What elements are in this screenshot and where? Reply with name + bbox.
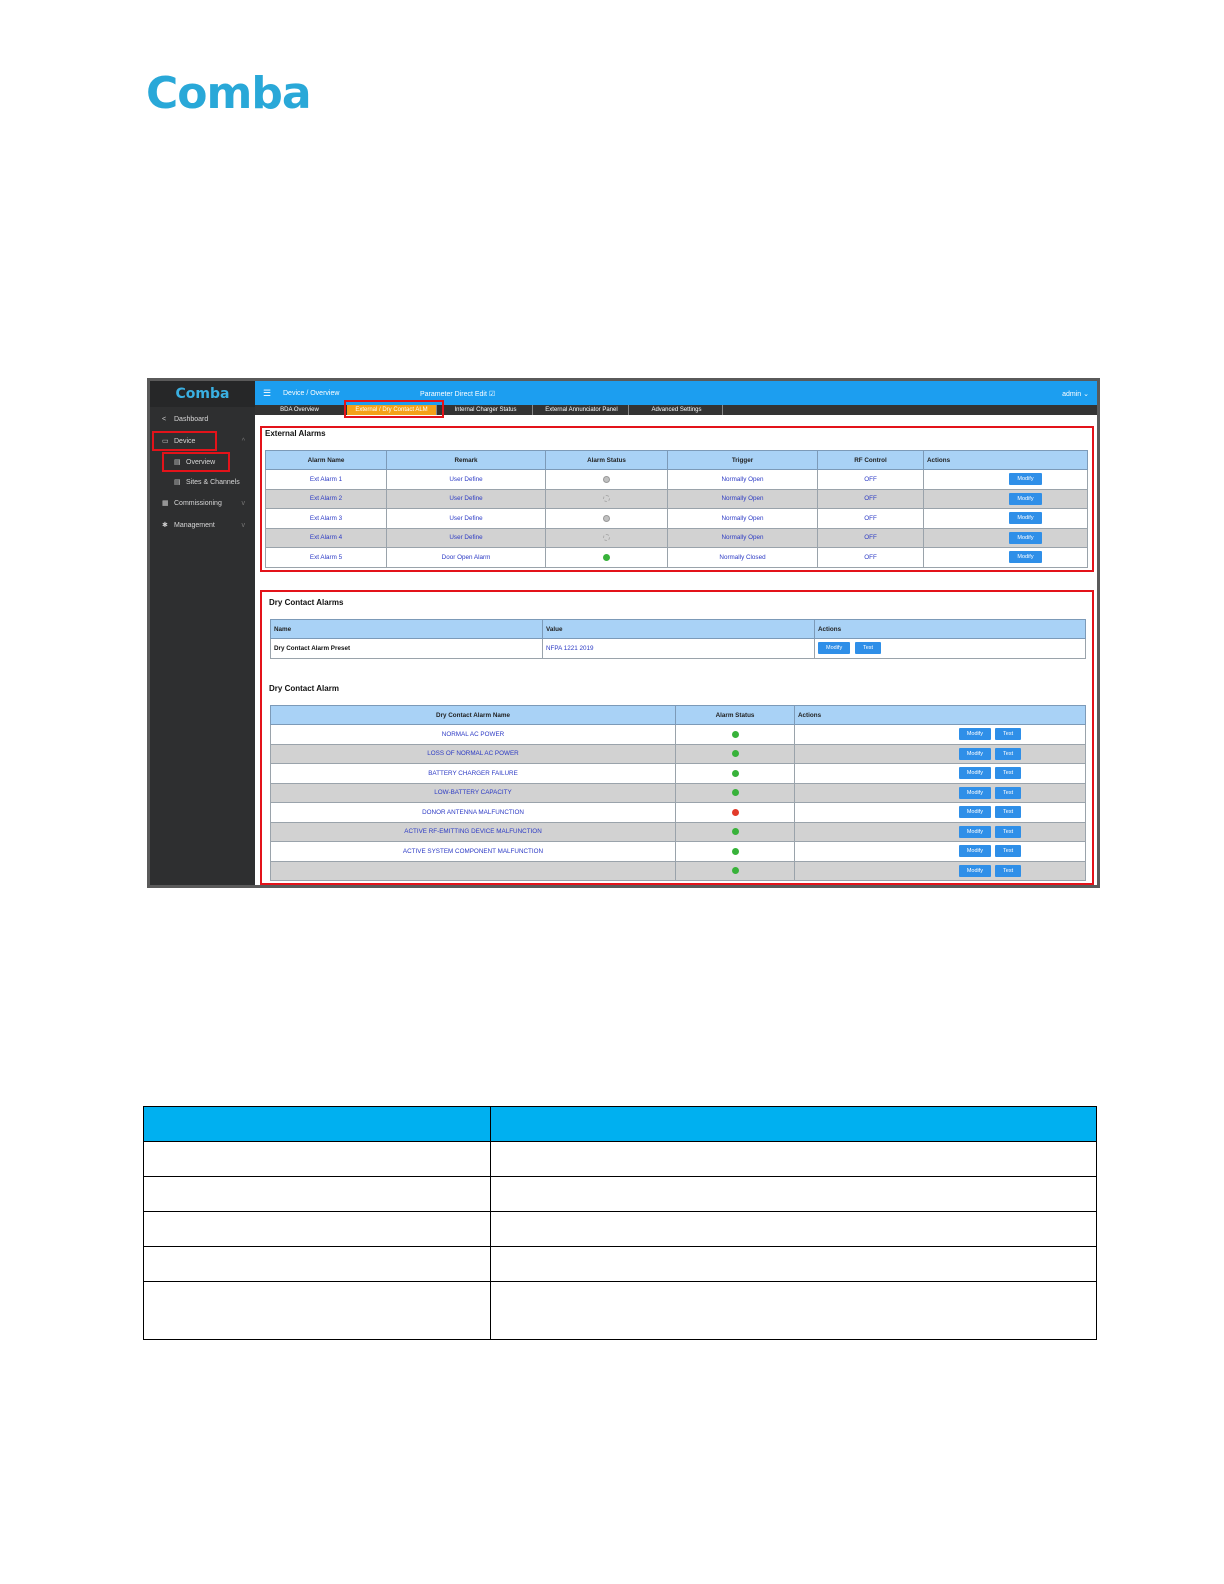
status-dot-icon xyxy=(732,809,739,816)
modify-button[interactable]: Modify xyxy=(1009,493,1041,505)
dry-alarm-status xyxy=(676,822,795,842)
test-button[interactable]: Test xyxy=(995,845,1021,857)
alarm-name: Ext Alarm 5 xyxy=(266,548,387,568)
test-button[interactable]: Test xyxy=(995,767,1021,779)
monitor-icon: ▭ xyxy=(162,438,169,445)
dry-alarm-name: DONOR ANTENNA MALFUNCTION xyxy=(271,803,676,823)
doc-cell xyxy=(144,1212,491,1247)
tab-advanced-settings[interactable]: Advanced Settings xyxy=(631,405,723,415)
external-alarms-panel xyxy=(260,426,1094,572)
sidebar-item-device[interactable]: ▭ Device ^ xyxy=(150,433,255,451)
table-row xyxy=(271,725,1086,745)
modify-button[interactable]: Modify xyxy=(959,806,991,818)
table-row xyxy=(271,803,1086,823)
table-row xyxy=(271,783,1086,803)
ui-screenshot xyxy=(147,378,1100,888)
status-dot-icon xyxy=(732,789,739,796)
dry-alarm-status xyxy=(676,725,795,745)
col-header: RF Control xyxy=(818,451,924,470)
status-dot-icon xyxy=(732,750,739,757)
dry-alarm-status xyxy=(676,861,795,881)
col-header: Name xyxy=(271,620,543,639)
modify-button[interactable]: Modify xyxy=(959,787,991,799)
preset-name: Dry Contact Alarm Preset xyxy=(271,639,543,659)
breadcrumb: Device / Overview xyxy=(283,390,340,397)
col-header: Alarm Status xyxy=(546,451,668,470)
modify-button[interactable]: Modify xyxy=(959,865,991,877)
comba-logo: Comba xyxy=(146,68,311,119)
dry-alarm-actions xyxy=(795,822,1086,842)
dry-contact-alarm-table xyxy=(270,705,1086,881)
status-dot-icon xyxy=(603,554,610,561)
dry-alarm-status xyxy=(676,842,795,862)
doc-table-row xyxy=(144,1282,1097,1340)
table-row xyxy=(271,822,1086,842)
table-row xyxy=(271,842,1086,862)
table-row xyxy=(271,861,1086,881)
col-header: Alarm Name xyxy=(266,451,387,470)
alarm-actions xyxy=(924,489,1088,509)
alarm-trigger: Normally Open xyxy=(668,528,818,548)
chevron-down-icon: v xyxy=(241,522,245,529)
table-row xyxy=(266,470,1088,490)
doc-cell xyxy=(491,1177,1097,1212)
doc-cell xyxy=(144,1247,491,1282)
alarm-actions xyxy=(924,509,1088,529)
tab-bar xyxy=(255,405,1097,415)
doc-table-row xyxy=(144,1247,1097,1282)
modify-button[interactable]: Modify xyxy=(1009,512,1041,524)
parameter-direct-edit-toggle[interactable]: Parameter Direct Edit ☑ xyxy=(420,391,496,398)
menu-icon[interactable]: ☰ xyxy=(263,388,272,398)
alarm-remark: User Define xyxy=(387,528,546,548)
table-row xyxy=(266,489,1088,509)
table-row xyxy=(271,764,1086,784)
modify-button[interactable]: Modify xyxy=(959,845,991,857)
alarm-status xyxy=(546,489,668,509)
modify-button[interactable]: Modify xyxy=(1009,532,1041,544)
test-button[interactable]: Test xyxy=(855,642,881,654)
tab-external-annunciator-panel[interactable]: External Annunciator Panel xyxy=(535,405,629,415)
gear-icon: ✱ xyxy=(162,522,168,529)
doc-cell xyxy=(491,1247,1097,1282)
tab-bda-overview[interactable]: BDA Overview xyxy=(255,405,345,415)
doc-cell xyxy=(144,1177,491,1212)
alarm-remark: User Define xyxy=(387,489,546,509)
dry-contact-alarms-title: Dry Contact Alarms xyxy=(269,598,344,607)
table-row xyxy=(266,548,1088,568)
list-icon: ▤ xyxy=(174,459,181,466)
alarm-actions xyxy=(924,470,1088,490)
doc-table-row xyxy=(144,1212,1097,1247)
col-header: Actions xyxy=(795,706,1086,725)
alarm-status xyxy=(546,548,668,568)
doc-header-cell xyxy=(491,1107,1097,1142)
dry-alarm-name: BATTERY CHARGER FAILURE xyxy=(271,764,676,784)
modify-button[interactable]: Modify xyxy=(959,748,991,760)
dry-alarm-actions xyxy=(795,783,1086,803)
dry-alarm-name xyxy=(271,861,676,881)
alarm-actions xyxy=(924,548,1088,568)
sidebar-item-commissioning[interactable]: ▦ Commissioning v xyxy=(150,495,255,513)
document-table xyxy=(143,1106,1097,1340)
alarm-trigger: Normally Open xyxy=(668,489,818,509)
tab-internal-charger-status[interactable]: Internal Charger Status xyxy=(439,405,533,415)
alarm-status xyxy=(546,528,668,548)
sidebar-item-sites-channels[interactable]: ▤ Sites & Channels xyxy=(150,474,255,492)
alarm-rf-control: OFF xyxy=(818,528,924,548)
sidebar-item-management[interactable]: ✱ Management v xyxy=(150,517,255,535)
dry-alarm-status xyxy=(676,783,795,803)
sidebar-item-dashboard[interactable]: < Dashboard xyxy=(150,411,255,429)
modify-button[interactable]: Modify xyxy=(959,767,991,779)
alarm-actions xyxy=(924,528,1088,548)
doc-header-cell xyxy=(144,1107,491,1142)
alarm-name: Ext Alarm 3 xyxy=(266,509,387,529)
preset-actions xyxy=(815,639,1086,659)
dry-alarm-actions xyxy=(795,803,1086,823)
dry-alarm-actions xyxy=(795,725,1086,745)
status-dot-icon xyxy=(732,731,739,738)
modify-button[interactable]: Modify xyxy=(818,642,850,654)
dry-alarm-name: LOW-BATTERY CAPACITY xyxy=(271,783,676,803)
doc-table-row xyxy=(144,1177,1097,1212)
test-button[interactable]: Test xyxy=(995,826,1021,838)
doc-cell xyxy=(144,1142,491,1177)
test-button[interactable]: Test xyxy=(995,806,1021,818)
test-button[interactable]: Test xyxy=(995,748,1021,760)
alarm-trigger: Normally Open xyxy=(668,509,818,529)
sidebar-item-overview[interactable]: ▤ Overview xyxy=(150,454,255,472)
col-header: Actions xyxy=(924,451,1088,470)
doc-table-row xyxy=(144,1142,1097,1177)
status-dot-icon xyxy=(732,867,739,874)
alarm-remark: Door Open Alarm xyxy=(387,548,546,568)
dry-alarm-actions xyxy=(795,744,1086,764)
alarm-status xyxy=(546,470,668,490)
alarm-status xyxy=(546,509,668,529)
list-icon: ▤ xyxy=(174,479,181,486)
table-row xyxy=(266,509,1088,529)
modify-button[interactable]: Modify xyxy=(1009,473,1041,485)
highlight-box-overview xyxy=(162,452,230,472)
tab-external-dry-contact-alm[interactable]: External / Dry Contact ALM xyxy=(347,405,437,415)
modify-button[interactable]: Modify xyxy=(1009,551,1041,563)
sidebar-logo: Comba xyxy=(150,381,255,407)
alarm-rf-control: OFF xyxy=(818,548,924,568)
col-header: Remark xyxy=(387,451,546,470)
col-header: Dry Contact Alarm Name xyxy=(271,706,676,725)
dry-contact-panel xyxy=(260,590,1094,885)
table-row xyxy=(271,744,1086,764)
doc-cell xyxy=(491,1212,1097,1247)
dry-alarm-status xyxy=(676,803,795,823)
alarm-trigger: Normally Open xyxy=(668,470,818,490)
dry-alarm-status xyxy=(676,744,795,764)
sidebar xyxy=(150,381,255,885)
dry-alarm-name: LOSS OF NORMAL AC POWER xyxy=(271,744,676,764)
external-alarms-table xyxy=(265,450,1088,568)
dry-alarm-actions xyxy=(795,842,1086,862)
col-header: Alarm Status xyxy=(676,706,795,725)
dry-alarm-actions xyxy=(795,764,1086,784)
doc-cell xyxy=(491,1282,1097,1340)
alarm-rf-control: OFF xyxy=(818,489,924,509)
share-icon: < xyxy=(162,416,167,423)
chevron-up-icon: ^ xyxy=(241,438,245,445)
status-dot-icon xyxy=(732,828,739,835)
status-dot-icon xyxy=(732,848,739,855)
dry-contact-preset-table xyxy=(270,619,1086,659)
doc-table-header-row xyxy=(144,1107,1097,1142)
table-row xyxy=(266,528,1088,548)
alarm-name: Ext Alarm 2 xyxy=(266,489,387,509)
alarm-name: Ext Alarm 4 xyxy=(266,528,387,548)
highlight-box-active-tab xyxy=(344,400,444,418)
external-alarms-title: External Alarms xyxy=(265,429,326,438)
col-header: Trigger xyxy=(668,451,818,470)
alarm-trigger: Normally Closed xyxy=(668,548,818,568)
dry-alarm-status xyxy=(676,764,795,784)
chevron-down-icon: v xyxy=(241,500,245,507)
status-dot-icon xyxy=(603,534,610,541)
col-header: Value xyxy=(543,620,815,639)
status-dot-icon xyxy=(603,495,610,502)
col-header: Actions xyxy=(815,620,1086,639)
alarm-name: Ext Alarm 1 xyxy=(266,470,387,490)
highlight-box-device xyxy=(152,431,217,451)
table-row xyxy=(271,639,1086,659)
doc-cell xyxy=(491,1142,1097,1177)
preset-value: NFPA 1221 2019 xyxy=(543,639,815,659)
chevron-down-icon: ⌄ xyxy=(1083,391,1089,398)
test-button[interactable]: Test xyxy=(995,787,1021,799)
alarm-remark: User Define xyxy=(387,470,546,490)
status-dot-icon xyxy=(732,770,739,777)
dry-alarm-name: ACTIVE SYSTEM COMPONENT MALFUNCTION xyxy=(271,842,676,862)
doc-cell xyxy=(144,1282,491,1340)
alarm-rf-control: OFF xyxy=(818,509,924,529)
test-button[interactable]: Test xyxy=(995,865,1021,877)
test-button[interactable]: Test xyxy=(995,728,1021,740)
alarm-remark: User Define xyxy=(387,509,546,529)
dry-alarm-actions xyxy=(795,861,1086,881)
grid-icon: ▦ xyxy=(162,500,169,507)
status-dot-icon xyxy=(603,476,610,483)
dry-alarm-name: ACTIVE RF-EMITTING DEVICE MALFUNCTION xyxy=(271,822,676,842)
user-menu[interactable]: admin ⌄ xyxy=(1062,391,1089,398)
dry-contact-alarm-title: Dry Contact Alarm xyxy=(269,684,339,693)
dry-alarm-name: NORMAL AC POWER xyxy=(271,725,676,745)
modify-button[interactable]: Modify xyxy=(959,728,991,740)
modify-button[interactable]: Modify xyxy=(959,826,991,838)
checkbox-icon[interactable]: ☑ xyxy=(488,391,496,398)
alarm-rf-control: OFF xyxy=(818,470,924,490)
status-dot-icon xyxy=(603,515,610,522)
